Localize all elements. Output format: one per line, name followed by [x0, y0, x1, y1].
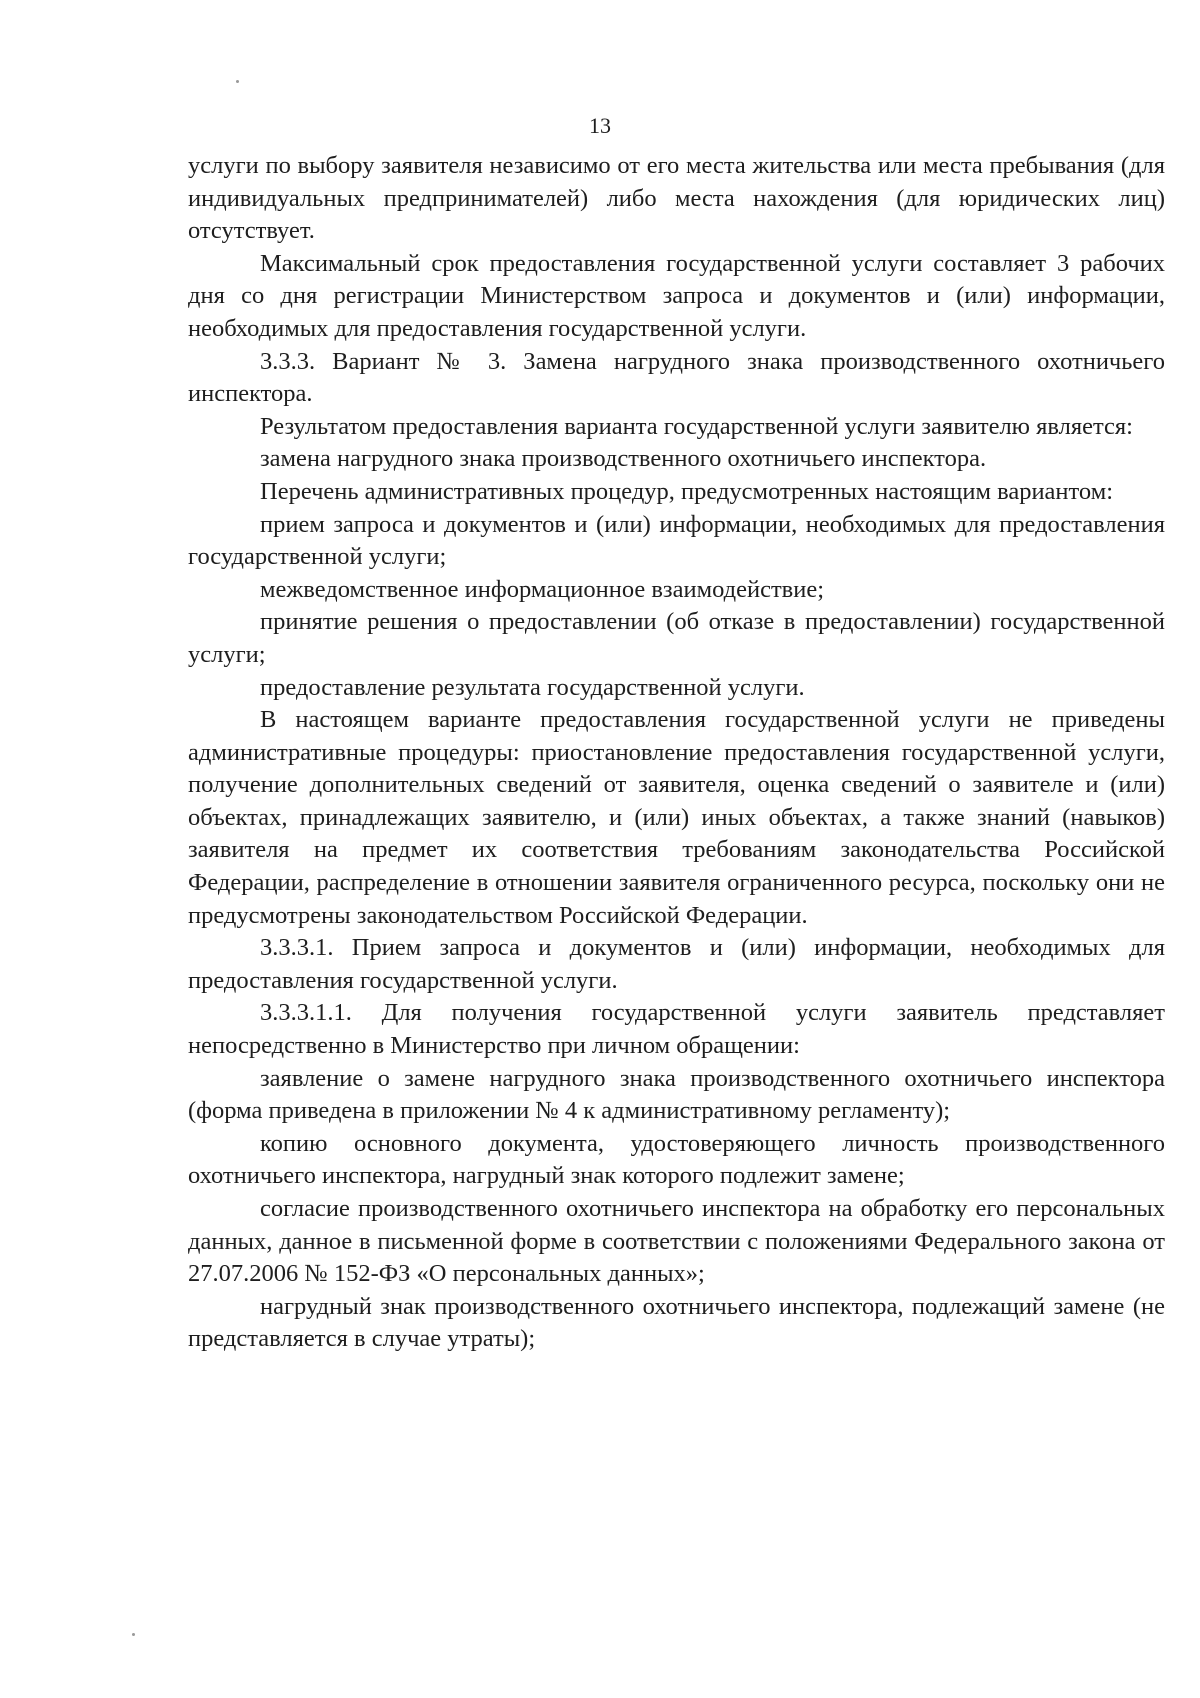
paragraph-continuation: услуги по выбору заявителя независимо от его места жительства или места пребывания (для индивидуальных предпринимателей) либо места нахождения (для юридических лиц) отсутствует. — [188, 152, 1165, 245]
paragraph-result-item: замена нагрудного знака производственного охотничьего инспектора. — [260, 445, 987, 473]
scan-speck — [132, 1633, 135, 1636]
body-text — [188, 150, 1165, 1356]
paragraph-max-term: Максимальный срок предоставления государственной услуги составляет 3 рабочих дня со дня регистрации Министерством запроса и документов и (или) информации, необходимых для предоставления государственной услуги. — [188, 249, 1165, 342]
section-heading-3-3-3-1: 3.3.3.1. Прием запроса и документов и (или) информации, необходимых для предоставления государственной услуги. — [188, 934, 1165, 994]
paragraph-excluded-procedures: В настоящем варианте предоставления государственной услуги не приведены административные процедуры: приостановление предоставления государственной услуги, получение дополнительных сведений от заявителя, оценка сведений о заявителе и (или) объектах, принадлежащих заявителю, и (или) иных объектах, а также знаний (навыков) заявителя на предмет их соответствия требованиям законодательства Российской Федерации, распределение в отношении заявителя ограниченного ресурса, поскольку они не предусмотрены законодательством Российской Федерации. — [188, 706, 1165, 929]
page-number: 13 — [589, 113, 611, 138]
section-heading-3-3-3: 3.3.3. Вариант № 3. Замена нагрудного знака производственного охотничьего инспектора. — [188, 347, 1165, 408]
list-item-procedure: предоставление результата государственной услуги. — [260, 673, 805, 701]
list-item-document: копию основного документа, удостоверяющего личность производственного охотничьего инспектора, нагрудный знак которого подлежит замене; — [188, 1129, 1165, 1190]
scan-speck — [236, 80, 239, 83]
list-item-procedure: принятие решения о предоставлении (об отказе в предоставлении) государственной услуги; — [188, 608, 1165, 668]
paragraph-procedures-intro: Перечень административных процедур, предусмотренных настоящим вариантом: — [260, 477, 1114, 505]
paragraph-result-intro: Результатом предоставления варианта государственной услуги заявителю является: — [260, 412, 1133, 440]
list-item-document: согласие производственного охотничьего инспектора на обработку его персональных данных, данное в письменной форме в соответствии с положениями Федерального закона от 27.07.2006 № 152-ФЗ «О персональных данных»; — [188, 1195, 1165, 1288]
list-item-document: заявление о замене нагрудного знака производственного охотничьего инспектора (форма приведена в приложении № 4 к административному регламенту); — [188, 1064, 1165, 1125]
list-item-procedure: прием запроса и документов и (или) информации, необходимых для предоставления государственной услуги; — [188, 510, 1165, 571]
list-item-document: нагрудный знак производственного охотничьего инспектора, подлежащий замене (не представляется в случае утраты); — [188, 1292, 1165, 1353]
section-heading-3-3-3-1-1: 3.3.3.1.1. Для получения государственной услуги заявитель представляет непосредственно в Министерство при личном обращении: — [188, 999, 1165, 1060]
list-item-procedure: межведомственное информационное взаимодействие; — [260, 575, 825, 603]
